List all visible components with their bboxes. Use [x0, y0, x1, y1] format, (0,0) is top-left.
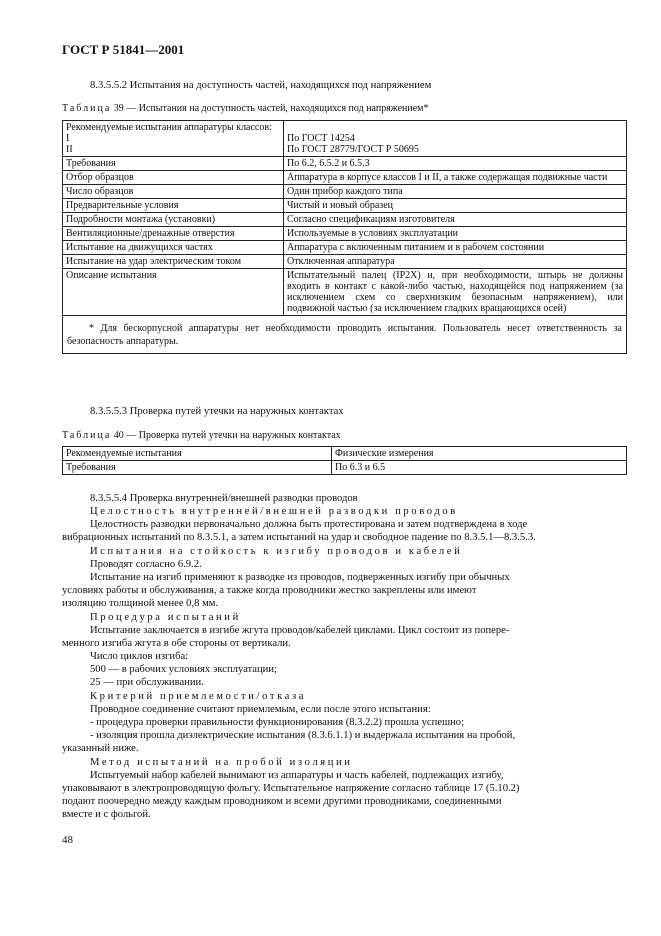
paragraph-line: Число циклов изгиба: [90, 651, 189, 662]
caption-prefix: Таблица [62, 103, 112, 114]
section-heading-8-3-5-5-4: 8.3.5.5.4 Проверка внутренней/внешней разводки проводов [90, 493, 358, 504]
caption-text: 39 — Испытания на доступность частей, находящихся под напряжением* [113, 103, 429, 114]
row-value: Согласно спецификациям изготовителя [284, 213, 627, 227]
row-label: Требования [63, 157, 284, 171]
table-footnote: * Для бескорпусной аппаратуры нет необходимости проводить испытания. Пользователь несет ответственность за безопасность аппаратуры. [63, 316, 627, 354]
row-label: Подробности монтажа (установки) [63, 213, 284, 227]
paragraph-line: Испытание заключается в изгибе жгута проводов/кабелей циклами. Цикл состоит из попере- [90, 625, 510, 636]
paragraph-line: Проводное соединение считают приемлемым, если после этого испытания: [90, 704, 431, 715]
row-value: По ГОСТ 14254 По ГОСТ 28779/ГОСТ Р 50695 [284, 121, 627, 157]
row-value: По 6.3 и 6.5 [332, 461, 627, 475]
table-row [63, 447, 627, 461]
table-40 [62, 446, 627, 475]
paragraph-line: 500 — в рабочих условиях эксплуатации; [90, 664, 277, 675]
row-value: Отключенная аппаратура [284, 255, 627, 269]
list-item: - процедура проверки правильности функционирования (8.3.2.2) прошла успешно; [90, 717, 465, 728]
table-footnote-row [63, 316, 627, 354]
table-row [63, 461, 627, 475]
row-label: Число образцов [63, 185, 284, 199]
caption-text: 40 — Проверка путей утечки на наружных контактах [113, 430, 341, 441]
row-value: Один прибор каждого типа [284, 185, 627, 199]
paragraph-line: условиях работы и обслуживания, а также когда проводники жестко закреплены или имеют [62, 585, 477, 596]
page-number: 48 [62, 834, 73, 846]
table-row [63, 241, 627, 255]
row-value: Используемые в условиях эксплуатации [284, 227, 627, 241]
row-label: Испытание на движущихся частях [63, 241, 284, 255]
row-value: Аппаратура в корпусе классов I и II, а также содержащая подвижные части [284, 171, 627, 185]
caption-prefix: Таблица [62, 430, 112, 441]
row-value: Испытательный палец (IP2X) и, при необходимости, штырь не должны входить в контакт с какой-либо частью, находящейся под напряжением (за исключением схем со сверхнизким безопасным напряжением), или подвижной частью (за исключением гладких вращающихся осей) [284, 269, 627, 316]
row-label: Вентиляционные/дренажные отверстия [63, 227, 284, 241]
paragraph-line: менного изгиба жгута в обе стороны от вертикали. [62, 638, 291, 649]
table-row [63, 269, 627, 316]
table-39 [62, 120, 627, 354]
row-label: Отбор образцов [63, 171, 284, 185]
paragraph-line: 25 — при обслуживании. [90, 677, 204, 688]
table-row [63, 171, 627, 185]
row-label: Предварительные условия [63, 199, 284, 213]
table-row [63, 255, 627, 269]
paragraph-line: Целостность разводки первоначально должна быть протестирована и затем подтверждена в ходе [90, 519, 528, 530]
paragraph-line: указанный ниже. [62, 743, 139, 754]
row-label: Испытание на удар электрическим током [63, 255, 284, 269]
row-value: По 6.2, 6.5.2 и 6.5.3 [284, 157, 627, 171]
subheading-integrity: Целостность внутренней/внешней разводки проводов [90, 506, 458, 517]
table-row [63, 185, 627, 199]
table-row [63, 227, 627, 241]
subheading-procedure: Процедура испытаний [90, 612, 241, 623]
paragraph-line: вибрационных испытаний по 8.3.5.1, а затем испытаний на удар и свободное падение по 8.3.5.1—8.3.5.3. [62, 532, 536, 543]
subheading-bend-test: Испытания на стойкость к изгибу проводов и кабелей [90, 546, 463, 557]
row-value: Физические измерения [332, 447, 627, 461]
paragraph-line: Проводят согласно 6.9.2. [90, 559, 202, 570]
row-label: Рекомендуемые испытания [63, 447, 332, 461]
row-value: Чистый и новый образец [284, 199, 627, 213]
row-label: Описание испытания [63, 269, 284, 316]
paragraph-line: Испытание на изгиб применяют к разводке из проводов, подверженных изгибу при обычных [90, 572, 510, 583]
row-value: Аппаратура с включенным питанием и в рабочем состоянии [284, 241, 627, 255]
table-row [63, 199, 627, 213]
row-label: Рекомендуемые испытания аппаратуры классов: I II [63, 121, 284, 157]
table-row [63, 121, 627, 157]
paragraph-line: Испытуемый набор кабелей вынимают из аппаратуры и часть кабелей, подлежащих изгибу, [90, 770, 504, 781]
section-heading-8-3-5-5-3: 8.3.5.5.3 Проверка путей утечки на наружных контактах [90, 406, 344, 417]
paragraph-line: изоляцию толщиной менее 0,8 мм. [62, 598, 219, 609]
table-row [63, 157, 627, 171]
document-code: ГОСТ Р 51841—2001 [62, 42, 185, 57]
table-row [63, 213, 627, 227]
paragraph-line: упаковывают в электропроводящую фольгу. Испытательное напряжение согласно таблице 17 (5.10.2) [62, 783, 520, 794]
subheading-criteria: Критерий приемлемости/отказа [90, 691, 307, 702]
row-label: Требования [63, 461, 332, 475]
subheading-method: Метод испытаний на пробой изоляции [90, 757, 353, 768]
table-39-caption [62, 103, 429, 114]
paragraph-line: вместе и с фольгой. [62, 809, 151, 820]
section-heading-8-3-5-5-2: 8.3.5.5.2 Испытания на доступность частей, находящихся под напряжением [90, 80, 432, 91]
table-40-caption [62, 430, 341, 441]
list-item: - изоляция прошла диэлектрические испытания (8.3.6.1.1) и выдержала испытания на пробой, [90, 730, 516, 741]
paragraph-line: подают поочередно между каждым проводником и всеми другими проводниками, соединенными [62, 796, 502, 807]
